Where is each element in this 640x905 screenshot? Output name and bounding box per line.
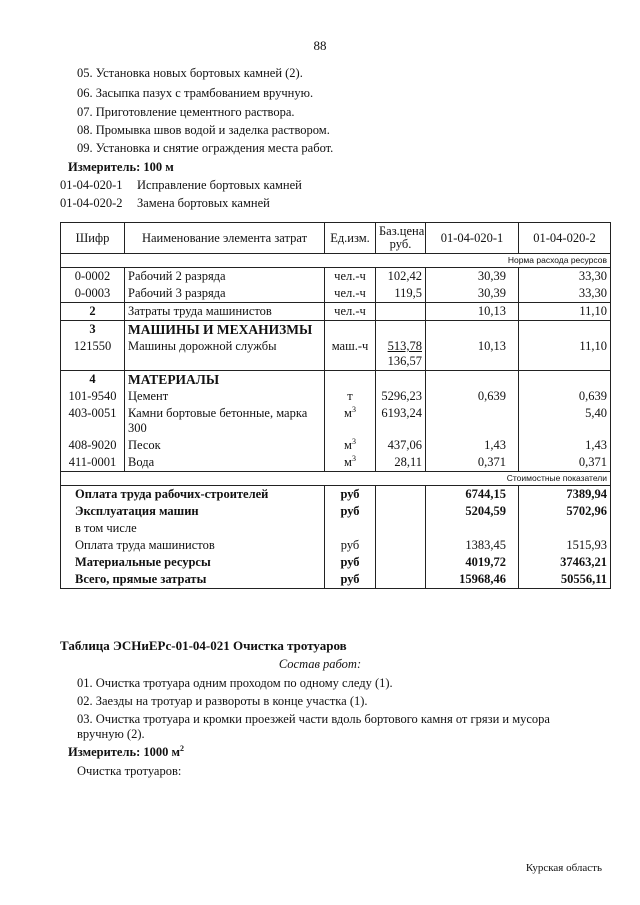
row-price: 5296,23 — [376, 388, 426, 405]
page-number: 88 — [313, 38, 327, 53]
unit-superscript: 3 — [351, 437, 356, 446]
cost-name: Материальные ресурсы — [61, 554, 325, 571]
row-price: 6193,24 — [376, 405, 426, 437]
measure-unit: Измеритель: 100 м — [68, 160, 174, 174]
measure-superscript: 2 — [180, 743, 185, 753]
cost-unit: руб — [325, 554, 376, 571]
cost-value-2: 5702,96 — [519, 503, 611, 520]
cost-value-2: 7389,94 — [519, 486, 611, 504]
row-code: 411-0001 — [61, 454, 125, 472]
row-price: 28,11 — [376, 454, 426, 472]
unit-superscript: 3 — [351, 454, 356, 463]
row-unit — [325, 405, 376, 437]
work-item: 05. Установка новых бортовых камней (2). — [77, 66, 303, 80]
row-code: 0-0002 — [61, 268, 125, 286]
work-item: 03. Очистка тротуара и кромки проезжей части вдоль бортового камня от грязи и мусора — [77, 712, 550, 726]
row-price — [376, 303, 426, 321]
row-code: 0-0003 — [61, 285, 125, 303]
cost-unit: руб — [325, 503, 376, 520]
table-row — [61, 338, 611, 371]
row-code: 2 — [61, 303, 125, 321]
cost-unit: руб — [325, 486, 376, 504]
row-name: Рабочий 2 разряда — [125, 268, 325, 286]
table-row — [61, 454, 611, 472]
row-unit: чел.-ч — [325, 268, 376, 286]
cost-value-1: 5204,59 — [426, 503, 519, 520]
code-label: 01-04-020-2 — [60, 196, 123, 210]
row-unit: маш.-ч — [325, 338, 376, 371]
cost-unit: руб — [325, 571, 376, 589]
section-title: МАШИНЫ И МЕХАНИЗМЫ — [125, 321, 325, 339]
measure-unit — [68, 745, 184, 760]
unit-text: м — [344, 406, 352, 420]
row-name: Вода — [125, 454, 325, 472]
cost-table — [60, 222, 611, 589]
row-unit: чел.-ч — [325, 285, 376, 303]
header-code: Шифр — [61, 223, 125, 254]
unit-superscript: 3 — [351, 405, 356, 414]
row-unit — [325, 437, 376, 454]
table-title: Таблица ЭСНиЕРс-01-04-021 Очистка тротуаров — [60, 638, 347, 653]
code-label: 01-04-020-1 — [60, 178, 123, 192]
measure-text: Измеритель: 1000 м — [68, 745, 181, 759]
row-value-2: 0,371 — [519, 454, 611, 472]
row-name: Камни бортовые бетонные, марка 300 — [125, 405, 325, 437]
row-value-2: 33,30 — [519, 268, 611, 286]
row-price — [376, 338, 426, 371]
row-value-1: 0,639 — [426, 388, 519, 405]
row-name: Рабочий 3 разряда — [125, 285, 325, 303]
row-price: 102,42 — [376, 268, 426, 286]
row-code: 403-0051 — [61, 405, 125, 437]
work-item: 07. Приготовление цементного раствора. — [77, 105, 295, 119]
row-code: 408-9020 — [61, 437, 125, 454]
cost-value-1: 4019,72 — [426, 554, 519, 571]
composition-title: Состав работ: — [278, 657, 362, 671]
row-name: Машины дорожной службы — [125, 338, 325, 371]
row-value-2: 11,10 — [519, 303, 611, 321]
row-name: Цемент — [125, 388, 325, 405]
header-unit: Ед.изм. — [325, 223, 376, 254]
section-code: 3 — [61, 321, 125, 339]
cost-row — [61, 554, 611, 571]
code-description: Исправление бортовых камней — [137, 178, 302, 192]
cost-name: Всего, прямые затраты — [61, 571, 325, 589]
cost-value-1: 1383,45 — [426, 537, 519, 554]
unit-text: м — [344, 455, 352, 469]
table-row — [61, 405, 611, 437]
work-item: 08. Промывка швов водой и заделка раствором. — [77, 123, 330, 137]
work-item: 06. Засыпка пазух с трамбованием вручную. — [77, 86, 314, 100]
row-value-1: 10,13 — [426, 303, 519, 321]
row-value-2: 5,40 — [519, 405, 611, 437]
row-code: 101-9540 — [61, 388, 125, 405]
section-row — [61, 321, 611, 339]
row-value-1: 0,371 — [426, 454, 519, 472]
cost-value-1: 15968,46 — [426, 571, 519, 589]
cost-value-2: 37463,21 — [519, 554, 611, 571]
cost-band-row — [61, 472, 611, 486]
work-item: 02. Заезды на тротуар и развороты в конце участка (1). — [77, 694, 368, 708]
header-price: Баз.цена руб. — [376, 223, 426, 254]
norm-band-row — [61, 254, 611, 268]
cost-name: Оплата труда машинистов — [61, 537, 325, 554]
row-value-1: 30,39 — [426, 268, 519, 286]
row-value-2: 11,10 — [519, 338, 611, 371]
row-name: Затраты труда машинистов — [125, 303, 325, 321]
table-row — [61, 437, 611, 454]
row-value-1: 30,39 — [426, 285, 519, 303]
cost-value-1: 6744,15 — [426, 486, 519, 504]
cost-value-2: 50556,11 — [519, 571, 611, 589]
cost-row — [61, 503, 611, 520]
cost-unit: руб — [325, 537, 376, 554]
cost-name: Оплата труда рабочих-строителей — [61, 486, 325, 504]
table-row — [61, 268, 611, 286]
row-price-main: 513,78 — [387, 339, 422, 353]
header-col2: 01-04-020-2 — [519, 223, 611, 254]
code-description: Замена бортовых камней — [137, 196, 270, 210]
table-row — [61, 285, 611, 303]
header-name: Наименование элемента затрат — [125, 223, 325, 254]
cost-row — [61, 571, 611, 589]
cost-row — [61, 537, 611, 554]
cost-value-2: 1515,93 — [519, 537, 611, 554]
row-value-1 — [426, 405, 519, 437]
cost-row — [61, 520, 611, 537]
work-item: 01. Очистка тротуара одним проходом по одному следу (1). — [77, 676, 393, 690]
table-header-row — [61, 223, 611, 254]
row-price: 437,06 — [376, 437, 426, 454]
row-unit — [325, 454, 376, 472]
row-price: 119,5 — [376, 285, 426, 303]
row-value-1: 10,13 — [426, 338, 519, 371]
section-title: МАТЕРИАЛЫ — [125, 371, 325, 389]
unit-text: м — [344, 438, 352, 452]
cost-row — [61, 486, 611, 504]
row-value-2: 33,30 — [519, 285, 611, 303]
row-value-2: 0,639 — [519, 388, 611, 405]
final-line: Очистка тротуаров: — [77, 764, 182, 778]
row-unit: чел.-ч — [325, 303, 376, 321]
table-row — [61, 303, 611, 321]
cost-name: в том числе — [61, 520, 325, 537]
cost-band-label: Стоимостные показатели — [61, 472, 611, 486]
work-item: 09. Установка и снятие ограждения места работ. — [77, 141, 334, 155]
row-value-2: 1,43 — [519, 437, 611, 454]
row-price-secondary: 136,57 — [387, 354, 422, 368]
work-item: вручную (2). — [77, 727, 145, 741]
row-name: Песок — [125, 437, 325, 454]
cost-name: Эксплуатация машин — [61, 503, 325, 520]
section-code: 4 — [61, 371, 125, 389]
row-code: 121550 — [61, 338, 125, 371]
section-row — [61, 371, 611, 389]
table-row — [61, 388, 611, 405]
row-unit: т — [325, 388, 376, 405]
norm-band-label: Норма расхода ресурсов — [61, 254, 611, 268]
header-col1: 01-04-020-1 — [426, 223, 519, 254]
row-value-1: 1,43 — [426, 437, 519, 454]
footer-region: Курская область — [525, 862, 602, 874]
